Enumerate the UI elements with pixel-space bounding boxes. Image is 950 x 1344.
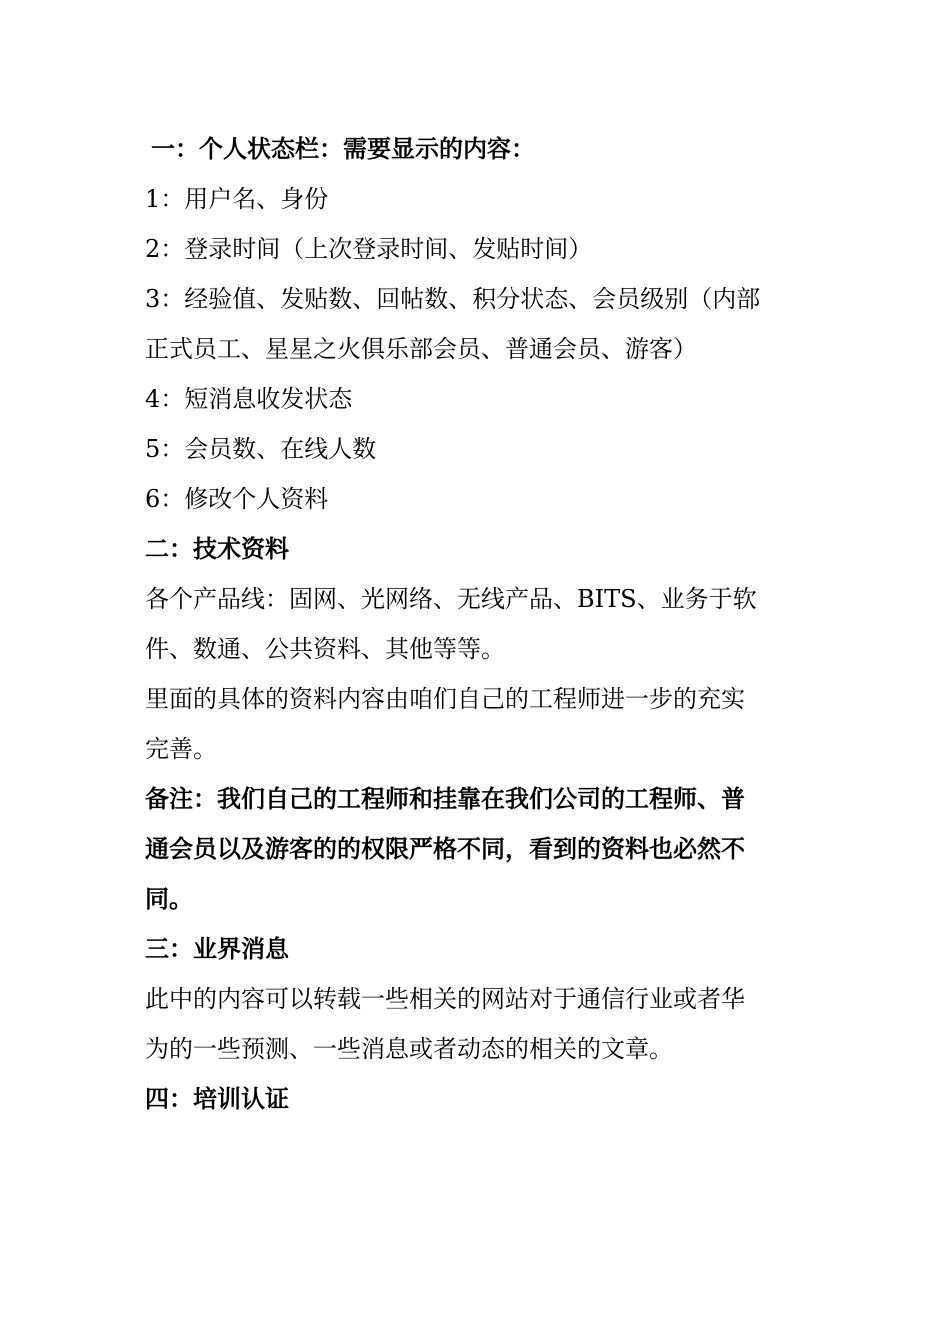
paragraph-news-cont: 为的一些预测、一些消息或者动态的相关的文章。 — [145, 1035, 673, 1063]
list-item-experience: 3：经验值、发贴数、回帖数、积分状态、会员级别（内部 — [145, 285, 761, 313]
paragraph-product-lines-cont: 件、数通、公共资料、其他等等。 — [145, 635, 505, 663]
heading-industry-news: 三：业界消息 — [145, 934, 289, 963]
list-item-username: 1：用户名、身份 — [145, 185, 329, 213]
heading-tech-docs: 二：技术资料 — [145, 534, 289, 563]
note-permissions-cont: 通会员以及游客的的权限严格不同，看到的资料也必然不 — [145, 834, 745, 863]
list-item-messages: 4：短消息收发状态 — [145, 385, 353, 413]
paragraph-engineers: 里面的具体的资料内容由咱们自己的工程师进一步的充实 — [145, 685, 745, 713]
note-permissions: 备注：我们自己的工程师和挂靠在我们公司的工程师、普 — [145, 784, 745, 813]
list-item-experience-cont: 正式员工、星星之火俱乐部会员、普通会员、游客） — [145, 335, 697, 363]
paragraph-engineers-cont: 完善。 — [145, 735, 217, 763]
list-item-login-time: 2：登录时间（上次登录时间、发贴时间） — [145, 235, 593, 263]
heading-personal-status: 一：个人状态栏：需要显示的内容： — [151, 134, 535, 163]
note-permissions-end: 同。 — [145, 884, 193, 913]
paragraph-product-lines: 各个产品线：固网、光网络、无线产品、BITS、业务于软 — [145, 585, 757, 613]
paragraph-news: 此中的内容可以转载一些相关的网站对于通信行业或者华 — [145, 985, 745, 1013]
heading-training: 四：培训认证 — [145, 1084, 289, 1113]
list-item-member-count: 5：会员数、在线人数 — [145, 435, 377, 463]
document-body — [145, 124, 800, 1124]
list-item-edit-profile: 6：修改个人资料 — [145, 485, 329, 513]
